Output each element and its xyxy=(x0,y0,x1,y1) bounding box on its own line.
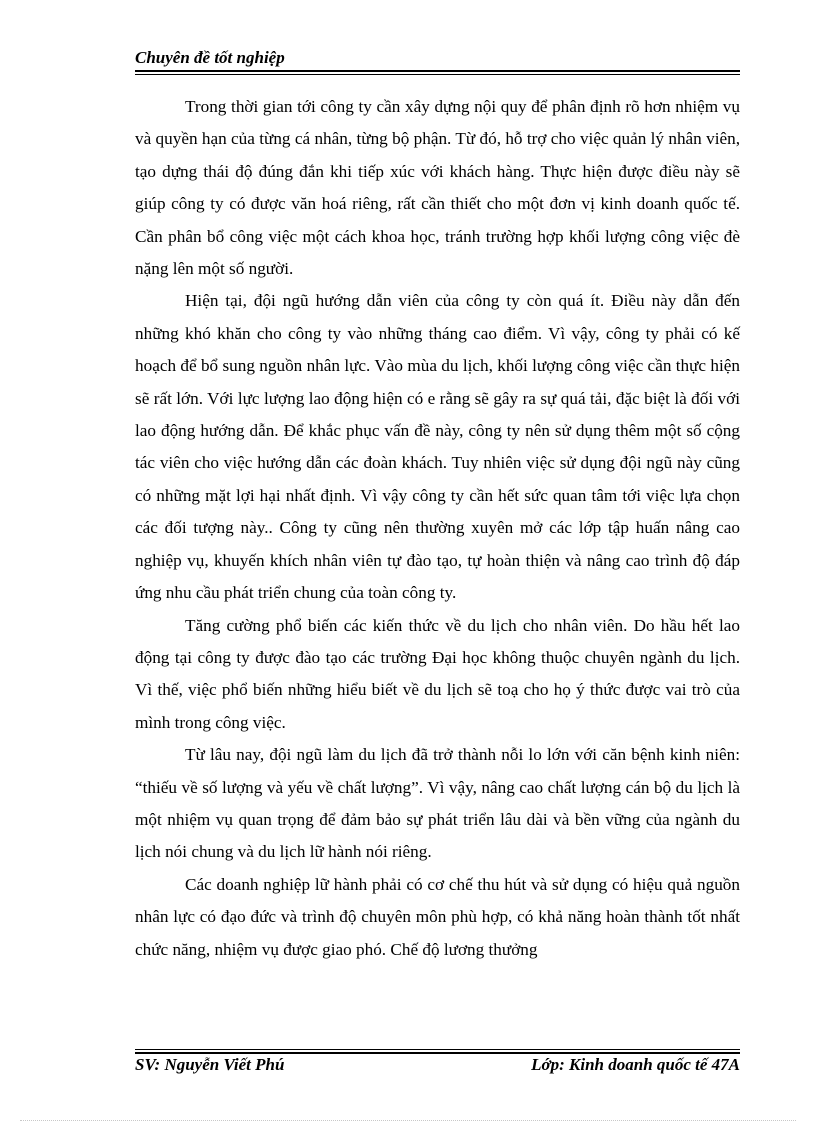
header-rule-thick xyxy=(135,70,740,72)
header-title: Chuyên đề tốt nghiệp xyxy=(135,48,285,67)
paragraph-3: Tăng cường phổ biến các kiến thức về du lịch cho nhân viên. Do hầu hết lao động tại công ty được đào tạo các trường Đại học không thuộc chuyên ngành du lịch. Vì thế, việc phổ biến những hiểu biết về du lịch sẽ toạ cho họ ý thức được vai trò của mình trong công việc. xyxy=(135,615,740,732)
page-header xyxy=(135,47,740,69)
body-text xyxy=(135,91,740,966)
paragraph-1: Trong thời gian tới công ty cần xây dựng nội quy để phân định rõ hơn nhiệm vụ và quyền hạn của từng cá nhân, từng bộ phận. Từ đó, hỗ trợ cho việc quản lý nhân viên, tạo dựng thái độ đúng đắn khi tiếp xúc với khách hàng. Thực hiện được điều này sẽ giúp công ty có được văn hoá riêng, rất cần thiết cho một đơn vị kinh doanh quốc tế. Cần phân bổ công việc một cách khoa học, tránh trường hợp khối lượng công việc đè nặng lên một số người. xyxy=(135,97,740,279)
footer-student-name: SV: Nguyễn Viết Phú xyxy=(135,1055,285,1074)
paragraph-4: Từ lâu nay, đội ngũ làm du lịch đã trở thành nỗi lo lớn với căn bệnh kinh niên: “thiếu về số lượng và yếu về chất lượng”. Vì vậy, nâng cao chất lượng cán bộ du lịch là một nhiệm vụ quan trọng để đảm bảo sự phát triển lâu dài và bền vững của ngành du lịch nói chung và du lịch lữ hành nói riêng. xyxy=(135,745,740,862)
footer-class-name: Lớp: Kinh doanh quốc tế 47A xyxy=(531,1055,740,1074)
paragraph-5: Các doanh nghiệp lữ hành phải có cơ chế thu hút và sử dụng có hiệu quả nguồn nhân lực có đạo đức và trình độ chuyên môn phù hợp, có khả năng hoàn thành tốt nhất chức năng, nhiệm vụ được giao phó. Chế độ lương thưởng xyxy=(135,874,740,959)
page-edge-divider xyxy=(20,1120,796,1121)
paragraph-2: Hiện tại, đội ngũ hướng dẫn viên của công ty còn quá ít. Điều này dẫn đến những khó khăn cho công ty vào những tháng cao điểm. Vì vậy, công ty phải có kế hoạch để bổ sung nguồn nhân lực. Vào mùa du lịch, khối lượng công việc cần thực hiện sẽ rất lớn. Với lực lượng lao động hiện có e rằng sẽ gây ra sự quá tải, đặc biệt là đối với lao động hướng dẫn. Để khắc phục vấn đề này, công ty nên sử dụng thêm một số cộng tác viên cho việc hướng dẫn các đoàn khách. Tuy nhiên việc sử dụng đội ngũ này cũng có những mặt lợi hại nhất định. Vì vậy công ty cần hết sức quan tâm tới việc lựa chọn các đối tượng này.. Công ty cũng nên thường xuyên mở các lớp tập huấn nâng cao nghiệp vụ, khuyến khích nhân viên tự đào tạo, tự hoàn thiện và nâng cao trình độ đáp ứng nhu cầu phát triển chung của toàn công ty. xyxy=(135,291,740,603)
header-rule-thin xyxy=(135,74,740,75)
footer-rule-thin xyxy=(135,1049,740,1050)
page-footer xyxy=(135,1054,740,1078)
